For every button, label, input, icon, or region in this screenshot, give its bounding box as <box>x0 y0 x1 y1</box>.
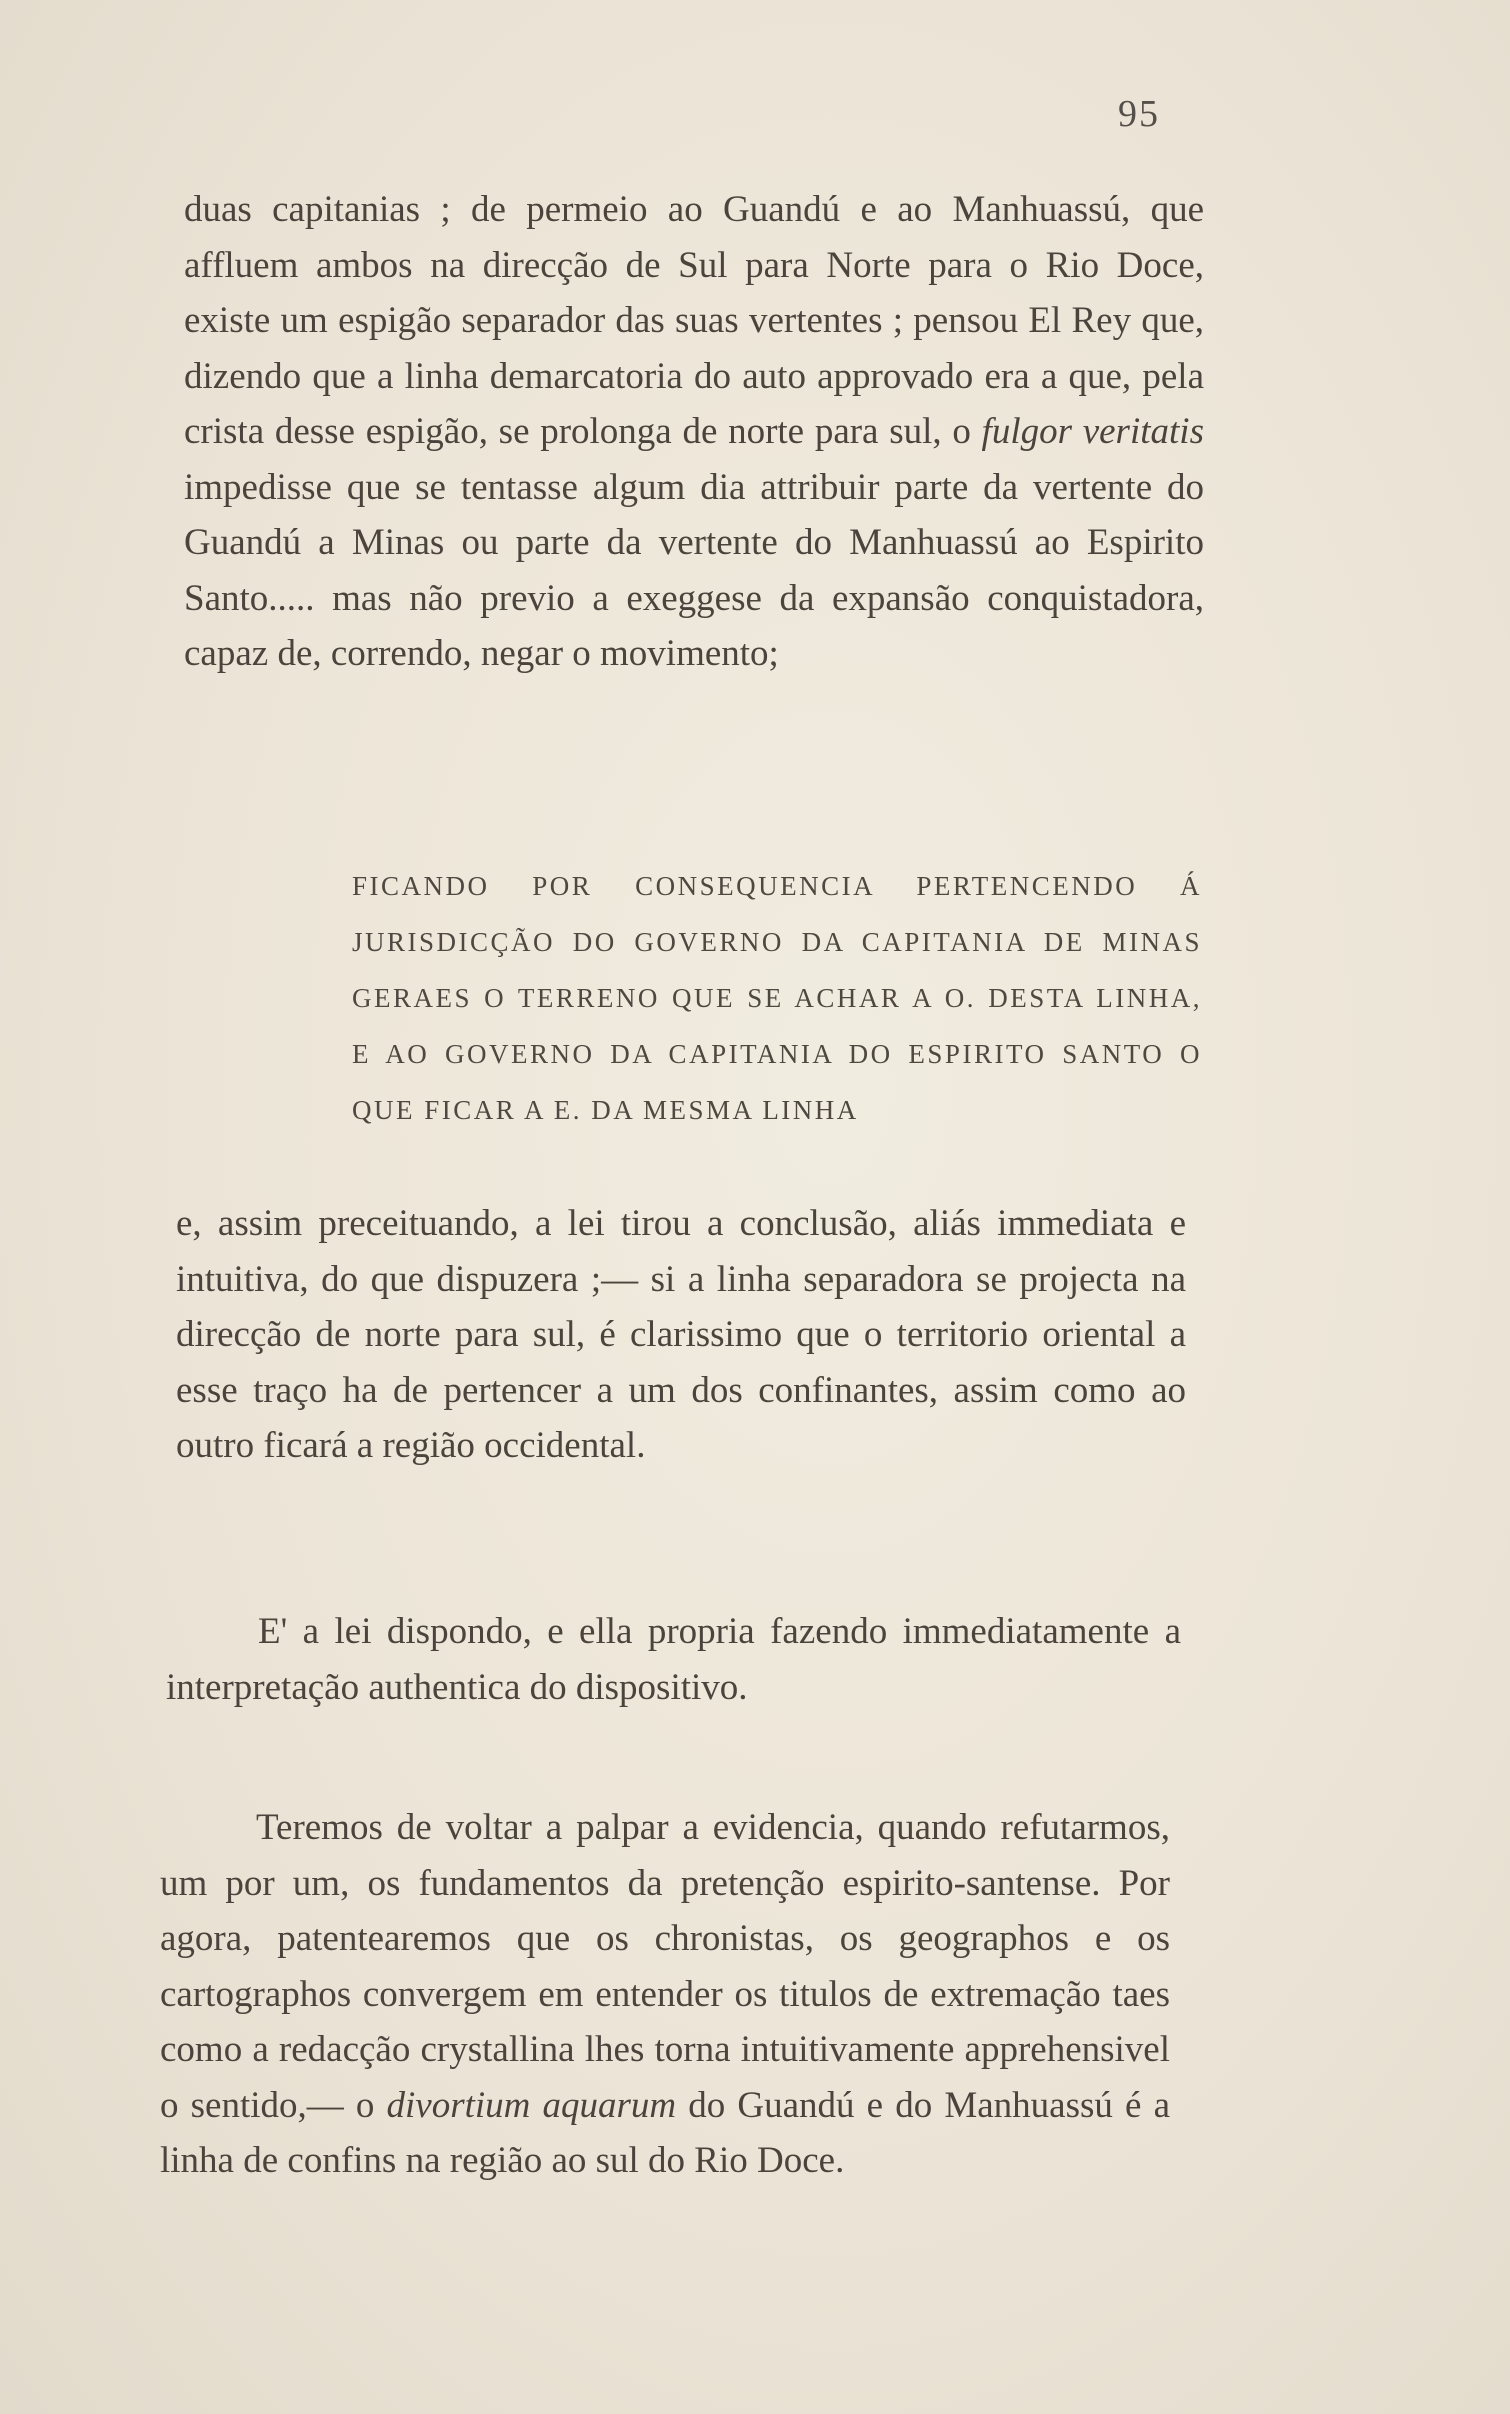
paragraph-4 <box>160 1800 1170 2189</box>
paragraph-4-text-start: Teremos de voltar a palpar a evidencia, quando refutarmos, um por um, os fundamentos da pretenção espirito-santense. Por agora, patentearemos que os chronistas, os geographos e os cartographos convergem em entender os titulos de extremação taes como a redacção crystallina lhes torna intuitivamente apprehensivel o sentido,— o <box>160 1807 1170 2126</box>
paragraph-3: E' a lei dispondo, e ella propria fazendo immediatamente a interpretação authentica do dispositivo. <box>166 1611 1181 1708</box>
paragraph-4-text-end: do Guandú e do Manhuassú é a linha de confins na região ao sul do Rio Doce. <box>160 2084 1171 2181</box>
paragraph-1-italic-phrase: fulgor veritatis <box>981 411 1204 452</box>
paragraph-4-italic-phrase: divortium aquarum <box>386 2084 677 2126</box>
smallcaps-quote: FICANDO POR CONSEQUENCIA PERTENCENDO Á JURISDICÇÃO DO GOVERNO DA CAPITANIA DE MINAS GERAES O TERRENO QUE SE ACHAR A O. DESTA LINHA, E AO GOVERNO DA CAPITANIA DO ESPIRITO SANTO O QUE FICAR A E. DA MESMA LINHA <box>352 871 1202 1125</box>
page-number: 95 <box>1118 93 1160 135</box>
paragraph-1-text-start: duas capitanias ; de permeio ao Guandú e ao Manhuassú, que affluem ambos na direcção de Sul para Norte para o Rio Doce, existe um espigão separador das suas vertentes ; pensou El Rey que, dizendo que a linha demarcatoria do auto approvado era a que, pela crista desse espigão, se prolonga de norte para sul, o <box>184 189 1204 452</box>
paragraph-2: e, assim preceituando, a lei tirou a conclusão, aliás immediata e intuitiva, do que dispuzera ;— si a linha separadora se projecta na direcção de norte para sul, é clarissimo que o territorio oriental a esse traço ha de pertencer a um dos confinantes, assim como ao outro ficará a região occidental. <box>176 1203 1186 1466</box>
paragraph-1 <box>184 182 1204 682</box>
paragraph-1-text-end: impedisse que se tentasse algum dia attribuir parte da vertente do Guandú a Minas ou parte da vertente do Manhuassú ao Espirito Santo..... mas não previo a exeggese da expansão conquistadora, capaz de, correndo, negar o movimento; <box>184 466 1204 674</box>
